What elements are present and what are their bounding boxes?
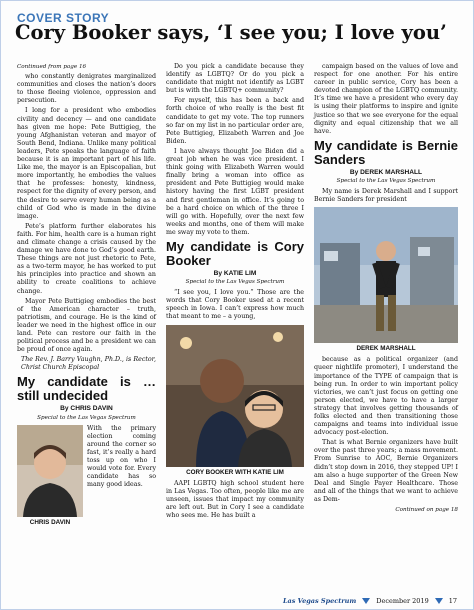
section-heading: My candidate is Cory Booker: [166, 238, 304, 268]
paragraph: AAPI LGBTQ high school student here in Las Vegas. Too often, people like me are unseen, issues that impact my community are left out. But in Cory I see a candidate who sees me. He has built a: [166, 479, 304, 519]
continued-from: Continued from page 16: [17, 64, 87, 70]
section-kicker: COVER STORY: [17, 11, 110, 25]
photo-image: [314, 207, 458, 343]
paragraph: I have always thought Joe Biden did a great job when he was vice president. I think going with Elizabeth Warren would finally bring a woman into office as president and Pete Buttigieg would make history having the first LGBT president and first gentleman in office. It’s going to be a hard choice on which of the three I will go with. Hopefully, over the next few weeks and months, one of them will make me sway my vote to them.: [166, 147, 304, 236]
paragraph: Do you pick a candidate because they identify as LGBTQ? Or do you pick a candidate that might not identify as LGBT but is with the LGBTQ+ community?: [166, 63, 304, 95]
section-heading: My candidate is … still undecided: [17, 374, 156, 404]
column-3: [314, 63, 458, 514]
byline-affiliation: Special to the Las Vegas Spectrum: [185, 279, 285, 286]
byline: By KATIE LIM: [213, 269, 257, 277]
paragraph: Pete’s platform further elaborates his faith. For him, health care is a human right and climate change a crisis caused by the damage we have done to God’s good earth. These things are not just rhetoric to Pete, as a two-term mayor, he has worked to put his principles into practice and shown an ability to create coalitions to achieve change.: [17, 222, 156, 295]
section-heading: My candidate is Bernie Sanders: [314, 137, 458, 167]
page-footer: [283, 597, 457, 605]
photo-caption: CHRIS DAVIN: [29, 518, 71, 526]
paragraph: That is what Bernie organizers have built over the past three years; a mass movement. From Sunrise to AOC, Bernie Organizers didn’t stop down in 2016, they stepped UP! I am also a huge supporter of the Green New Deal and Single Payer Healthcare. Those and all of the things that we want to achieve as Dem-: [314, 439, 458, 503]
issue-date: December 2019: [376, 597, 429, 605]
continued-to: Continued on page 18: [395, 507, 458, 513]
paragraph: I long for a president who embodies civility and decency — and one candidate has given me hope: Pete Buttigieg, the young Afghanistan veteran and mayor of South Bend, Indiana. Unlike many political leaders, Pete speaks the language of faith because it is an important part of his life. Like me, the mayor is an Episcopalian, but more importantly, he embodies the values that he professes: honesty, kindness, respect for the dignity of every person, and the desire to serve every human being as a child of God who is made in the divine image.: [17, 107, 156, 220]
column-2: [166, 63, 304, 522]
photo-caption: DEREK MARSHALL: [356, 345, 416, 353]
paragraph: because as a political organizer (and queer nightlife promoter), I understand the importance of the TYPE of campaign that is being run. In order to win important policy victories, we can’t just focus on getting one person elected, we have to have a larger strategy that involves getting thousands of folks elected and then transitioning those campaigns and teams into individual issue advocacy post-election.: [314, 356, 458, 437]
paragraph: My name is Derek Marshall and I support Bernie Sanders for president: [314, 188, 458, 204]
paragraph: For myself, this has been a back and forth choice of who really is the best fit candidate to get my vote. The top runners so far on my list in no particular order are, Pete Buttigieg, Elizabeth Warren and Joe Biden.: [166, 97, 304, 145]
byline-affiliation: Special to the Las Vegas Spectrum: [37, 414, 136, 421]
photo-caption: CORY BOOKER WITH KATIE LIM: [186, 468, 284, 476]
publication-name: Las Vegas Spectrum: [282, 597, 357, 605]
photo-wrap: [17, 425, 156, 530]
paragraph: Mayor Pete Buttigieg embodies the best of the American character – truth, patriotism, and courage. He is the kind of leader we need in the highest office in our land. Pete can restore our faith in the political process and be a president we can be proud of once again.: [17, 297, 156, 354]
photo-image: [166, 325, 304, 467]
column-1: [17, 63, 156, 530]
byline-affiliation: Special to the Las Vegas Spectrum: [336, 177, 436, 184]
chris-davin-photo: [17, 425, 83, 517]
byline: By CHRIS DAVIN: [60, 405, 113, 413]
triangle-icon: [435, 598, 443, 604]
headline: Cory Booker says, ‘I see you; I love you’: [15, 21, 447, 44]
author-signature: The Rev. J. Barry Vaughn, Ph.D., is Rector, Christ Church Episcopal: [21, 356, 156, 372]
booker-lim-photo: [166, 325, 304, 467]
paragraph: campaign based on the values of love and respect for one another. For his entire career in public service, Cory has been a devoted champion of the LGBTQ community. It’s time we have a president who every day is using their platforms to inspire and ignite justice so that we see everyone for the equal dignity and equal citizenship that we all have.: [314, 63, 458, 135]
derek-marshall-photo: [314, 207, 458, 343]
paragraph: who constantly denigrates marginalized communities and closes the nation’s doors to those fleeing violence, oppression and persecution.: [17, 73, 156, 105]
page-number: 17: [448, 597, 457, 605]
triangle-icon: [362, 598, 370, 604]
paragraph: “I see you, I love you.” Those are the words that Cory Booker used at a recent speech in Iowa. I can’t express how much that meant to me – a young,: [166, 289, 304, 321]
wrap-paragraph: With the primary election coming around the corner so fast, it’s really a hard toss up on who I would vote for. Every candidate has so many good ideas.: [87, 424, 156, 489]
portrait-image: [17, 425, 83, 517]
byline: By DEREK MARSHALL: [349, 168, 423, 176]
